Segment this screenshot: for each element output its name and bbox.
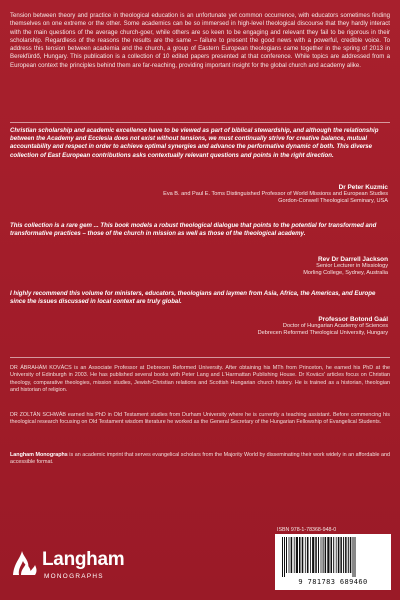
barcode-bar xyxy=(327,537,329,573)
logo-wordmark: Langham xyxy=(42,549,125,570)
barcode-bar xyxy=(325,537,327,573)
barcode-bar xyxy=(350,537,352,573)
barcode-bar xyxy=(338,537,340,573)
langham-logo xyxy=(10,545,130,585)
blurb-paragraph: Tension between theory and practice in theological education is an unfortunate yet common occurrence, with educators sometimes finding themselves on one extreme or the other. Some academics can be so immersed in high-level theological discourse that they hardly interact with the main questions of the average church-goer, while others are so keen to be engaging and relevant they fail to be rigorous in their scholarship. Regardless of the reasons the results are the same – failure to present the good news with a powerful, credible voice. To address this tension between academia and the church, a group of Eastern European theologians came together in the spring of 2013 in Berekfürdő, Hungary. This publication is a collection of 10 edited papers presented at that conference. While topics are addressed from a European context the principles behind them are far-reaching, providing important insight for the global church and academy alike. xyxy=(10,12,390,69)
endorsement-attribution xyxy=(88,256,388,278)
imprint-name: Langham Monographs xyxy=(10,452,68,458)
barcode-bar xyxy=(312,537,314,573)
barcode-bar xyxy=(296,537,298,573)
endorser-name: Dr Peter Kuzmic xyxy=(338,184,388,191)
endorser-title: Eva B. and Paul E. Toms Distinguished Professor of World Missions and European Studies xyxy=(163,191,388,198)
barcode-bar xyxy=(294,537,295,573)
barcode-bar xyxy=(321,537,322,573)
barcode-bar xyxy=(355,537,356,577)
endorsement-quote: Christian scholarship and academic excellence have to be viewed as part of biblical stewardship, and although the relationship between the Academy and Ecclesia does not exist without tensions, we must continually strive for creative balance, mutual accountability and respect in order to achieve optimal synergies and advance the performative dynamic of both. This diverse collection of East European contributions asks contextually relevant questions and points in the right direction. xyxy=(10,127,379,159)
endorser-name: Rev Dr Darrell Jackson xyxy=(318,256,388,263)
barcode-bar xyxy=(336,537,337,573)
barcode xyxy=(275,534,391,590)
endorsement-quote: This collection is a rare gem ... This book models a robust theological dialogue that points to the potential for transformed and transformative practices – those of the church in mission as well as those of the theological academy. xyxy=(10,222,377,238)
barcode-bar xyxy=(307,537,309,573)
divider xyxy=(10,122,390,123)
barcode-bar xyxy=(284,537,285,577)
isbn: ISBN 978-1-78368-948-0 xyxy=(277,527,337,533)
author-bio: DR ÁBRAHÁM KOVÁCS is an Associate Professor at Debrecen Reformed University. After obtaining his MTh from Princeton, he earned his PhD at the University of Edinburgh in 2003. He has published several books with Peter Lang and L'Harmattan Publishing House. Dr Kovács' articles focus on Christian theology, comparative theologies, mission studies, Jewish-Christian relations and Scottish Hungarian church history. He is trained as a historian, theologian and historian of religion. xyxy=(10,365,390,394)
barcode-bar xyxy=(348,537,349,573)
barcode-bar xyxy=(318,537,319,573)
logo-subtitle: MONOGRAPHS xyxy=(44,573,104,580)
barcode-bar xyxy=(302,537,304,573)
barcode-bars xyxy=(278,537,388,577)
endorser-institution: Gordon-Conwell Theological Seminary, USA xyxy=(278,198,388,205)
imprint-text: is an academic imprint that serves evangelical scholars from the Majority World by disseminating their work widely in an affordable and accessible format. xyxy=(10,452,391,466)
barcode-number: 9 781783 689460 xyxy=(298,578,368,586)
barcode-bar xyxy=(323,537,324,573)
endorser-title: Senior Lecturer in Missiology xyxy=(316,263,388,270)
barcode-bar xyxy=(289,537,290,573)
barcode-bar xyxy=(291,537,293,573)
endorser-institution: Morling College, Sydney, Australia xyxy=(303,270,388,277)
barcode-bar xyxy=(282,537,283,577)
imprint-description xyxy=(10,452,390,467)
barcode-bar xyxy=(333,537,334,573)
barcode-bar xyxy=(286,537,287,573)
endorser-institution: Debrecen Reformed Theological University, Hungary xyxy=(257,330,388,337)
endorsement-attribution xyxy=(88,184,388,206)
barcode-bar xyxy=(343,537,344,573)
endorser-name: Professor Botond Gaál xyxy=(318,316,388,323)
barcode-bar xyxy=(310,537,311,573)
divider xyxy=(10,357,390,358)
langham-flame-icon xyxy=(10,549,38,577)
author-bio: DR ZOLTÁN SCHWÁB earned his PhD in Old Testament studies from Durham University where he is currently a teaching assistant. Before commencing his theological research focusing on Old Testament wisdom literature he worked as the General Secretary of the Hungarian Fellowship of Evangelical Students. xyxy=(10,412,390,426)
barcode-bar xyxy=(340,537,342,573)
endorser-title: Doctor of Hungarian Academy of Sciences xyxy=(282,323,388,330)
barcode-bar xyxy=(305,537,306,573)
endorsement-attribution xyxy=(88,316,388,338)
barcode-bar xyxy=(299,537,301,573)
barcode-bar xyxy=(315,537,317,573)
barcode-bar xyxy=(345,537,347,573)
barcode-bar xyxy=(353,537,354,577)
barcode-bar xyxy=(331,537,333,573)
endorsement-quote: I highly recommend this volume for ministers, educators, theologians and laymen from Asia, Africa, the Americas, and Europe since the issues discussed in local context are truly global. xyxy=(10,290,376,306)
